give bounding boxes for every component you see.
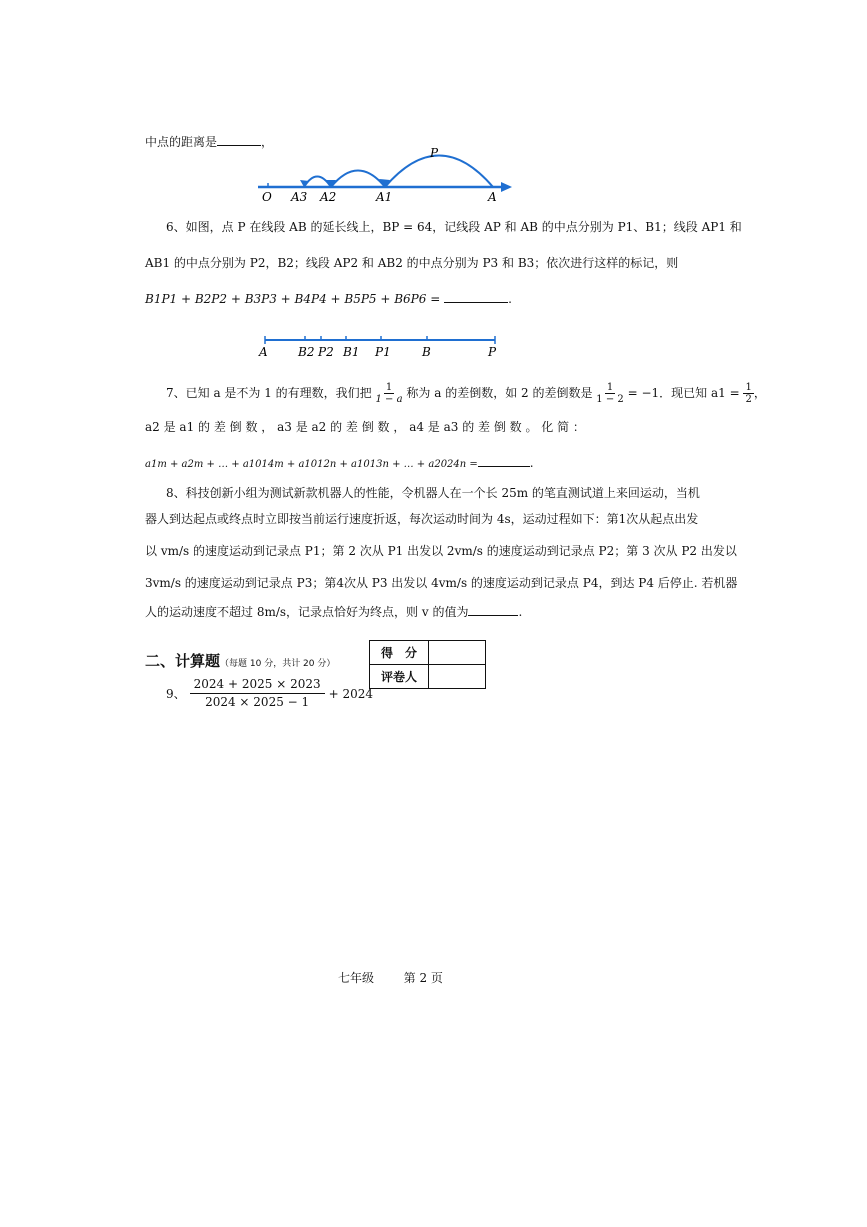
label-b2: B2: [298, 345, 315, 359]
fraction-half: $\frac{1}{2}$: [745, 382, 752, 405]
q8-line5: 人的运动速度不超过 8m/s，记录点恰好为终点，则 v 的值为 .: [145, 605, 523, 619]
q5-tail: 中点的距离是 ，: [145, 135, 274, 149]
arc-a1-a2: [331, 171, 385, 188]
footer: [338, 970, 443, 986]
label-a: A: [488, 190, 497, 204]
label-a2: A2: [320, 190, 337, 204]
label-a: A: [259, 345, 268, 359]
q6-line2: AB1 的中点分别为 P2，B2；线段 AP2 和 AB2 的中点分别为 P3 和 B3；依次进行这样的标记，则: [145, 256, 679, 270]
answer-blank-q6: [444, 291, 508, 303]
score-cell[interactable]: [429, 641, 486, 665]
q6-line1: 6、如图，点 P 在线段 AB 的延长线上，BP = 64，记线段 AP 和 AB 的中点分别为 P1、B1；线段 AP1 和: [166, 220, 742, 234]
grader-cell[interactable]: [429, 665, 486, 689]
answer-blank-q8: [468, 604, 518, 616]
fraction-example: $\frac{1}{1 - 2}$: [596, 382, 624, 405]
label-p1: P1: [375, 345, 391, 359]
score-table: [369, 640, 486, 689]
score-label: 得 分: [370, 641, 429, 665]
footer-page: 第 2 页: [403, 971, 443, 985]
label-a3: A3: [291, 190, 308, 204]
q8-line1: 8、科技创新小组为测试新款机器人的性能，令机器人在一个长 25m 的笔直测试道上来回运动，当机: [166, 486, 700, 500]
q7-line1: 7、已知 a 是不为 1 的有理数，我们把 $\frac{1}{1 - a}$ 称为 a 的差倒数，如 2 的差倒数是 $\frac{1}{1 - 2}$ = −1．现已知 a1 = $\frac{1}{2}$ ，: [166, 382, 766, 405]
arc-a-a1: [385, 156, 493, 188]
q9-denominator: 2024 × 2025 − 1: [205, 695, 310, 709]
fraction-one-over-one-minus-a: $\frac{1}{1 - a}$: [375, 382, 403, 405]
grader-label: 评卷人: [370, 665, 429, 689]
q9-numerator: 2024 + 2025 × 2023: [190, 676, 325, 694]
q8-line4: 3vm/s 的速度运动到记录点 P3；第4次从 P3 出发以 4vm/s 的速度运动到记录点 P4，到达 P4 后停止. 若机器: [145, 576, 738, 590]
label-p2: P2: [318, 345, 334, 359]
label-b1: B1: [343, 345, 360, 359]
answer-blank-q7: [478, 455, 530, 467]
q7-line2: a2 是 a1 的 差 倒 数 ， a3 是 a2 的 差 倒 数 ， a4 是 a3 的 差 倒 数 。 化 简 ：: [145, 420, 585, 434]
q9: [166, 676, 373, 711]
label-b: B: [422, 345, 431, 359]
section-heading: 二、计算题（每题 10 分，共计 20 分）: [145, 652, 336, 670]
label-a1: A1: [376, 190, 393, 204]
figure-segment-ab: [255, 330, 505, 360]
q7-line3: a1m + a2m + … + a1014m + a1012n + a1013n + … + a2024n = .: [145, 456, 534, 470]
q8-line3: 以 vm/s 的速度运动到记录点 P1；第 2 次从 P1 出发以 2vm/s 的速度运动到记录点 P2；第 3 次从 P2 出发以: [145, 544, 737, 558]
q6-line3: B1P1 + B2P2 + B3P3 + B4P4 + B5P5 + B6P6 = .: [145, 292, 512, 306]
label-p: P: [488, 345, 497, 359]
label-p: P: [430, 146, 439, 160]
figure-number-line-arcs: [250, 142, 520, 206]
arrowhead: [501, 182, 512, 192]
q9-fraction: [190, 676, 325, 711]
q8-line2: 器人到达起点或终点时立即按当前运行速度折返，每次运动时间为 4s，运动过程如下：第1次从起点出发: [145, 512, 699, 526]
footer-grade: 七年级: [338, 971, 375, 985]
q9-label: 9、: [166, 687, 186, 701]
label-o: O: [262, 190, 272, 204]
q9-tail: + 2024: [328, 686, 374, 701]
